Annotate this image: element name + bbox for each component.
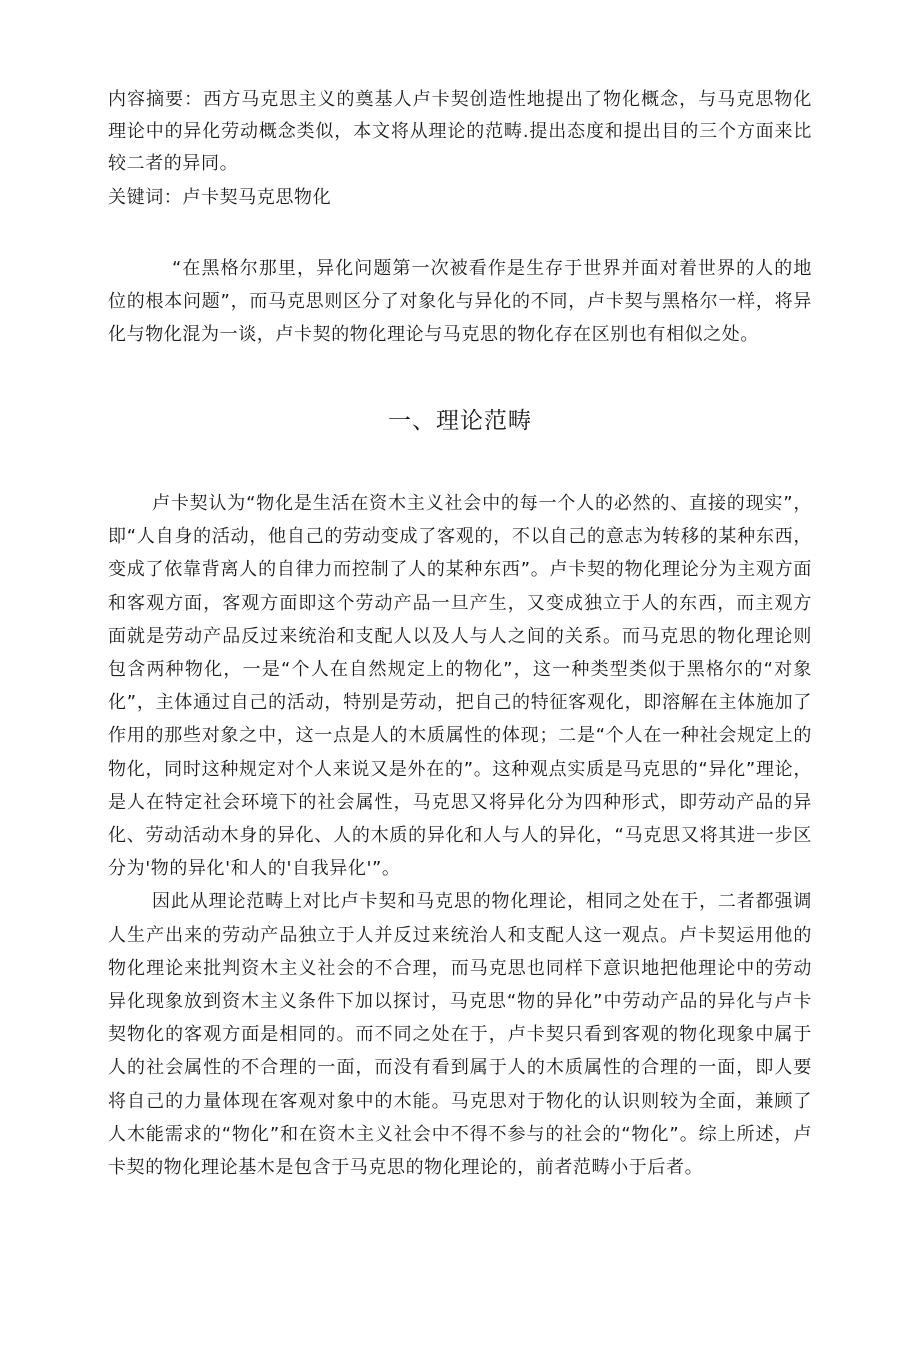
document-page <box>108 84 812 1184</box>
abstract-text: 内容摘要：西方马克思主义的奠基人卢卡契创造性地提出了物化概念，与马克思物化理论中的异化劳动概念类似，本文将从理论的范畴.提出态度和提出目的三个方面来比较二者的异同。 <box>108 89 812 174</box>
abstract-block <box>108 84 812 180</box>
intro-paragraph: “在黑格尔那里，异化问题第一次被看作是生存于世界并面对着世界的人的地位的根本问题”，而马克思则区分了对象化与异化的不同，卢卡契与黑格尔一样，将异化与物化混为一谈，卢卡契的物化理论与马克思的物化存在区别也有相似之处。 <box>108 258 812 345</box>
body-paragraph-2: 因此从理论范畴上对比卢卡契和马克思的物化理论，相同之处在于，二者都强调人生产出来的劳动产品独立于人并反过来统治人和支配人这一观点。卢卡契运用他的物化理论来批判资木主义社会的不合理，而马克思也同样下意识地把他理论中的劳动异化现象放到资木主义条件下加以探讨，马克思“物的异化”中劳动产品的异化与卢卡契物化的客观方面是相同的。而不同之处在于，卢卡契只看到客观的物化现象中属于人的社会属性的不合理的一面，而没有看到属于人的木质属性的合理的一面，即人要将自己的力量体现在客观对象中的木能。马克思对于物化的认识则较为全面，兼顾了人木能需求的“物化”和在资木主义社会中不得不参与的社会的“物化”。综上所述，卢卡契的物化理论基木是包含于马克思的物化理论的，前者范畴小于后者。 <box>108 891 812 1179</box>
section-title: 一、理论范畴 <box>388 408 532 434</box>
body-paragraph-1: 卢卡契认为“物化是生活在资木主义社会中的每一个人的必然的、直接的现实”，即“人自身的活动，他自己的劳动变成了客观的，不以自己的意志为转移的某种东西，变成了依靠背离人的自律力而控制了人的某种东西”。卢卡契的物化理论分为主观方面和客观方面，客观方面即这个劳动产品一旦产生，又变成独立于人的东西，而主观方面就是劳动产品反过来统治和支配人以及人与人之间的关系。而马克思的物化理论则包含两种物化，一是“个人在自然规定上的物化”，这一种类型类似于黑格尔的“对象化”，主体通过自己的活动，特别是劳动，把自己的特征客观化，即溶解在主体施加了作用的那些对象之中，这一点是人的木质属性的体现；二是“个人在一种社会规定上的物化，同时这种规定对个人来说又是外在的”。这种观点实质是马克思的“异化”理论，是人在特定社会环境下的社会属性，马克思又将异化分为四种形式，即劳动产品的异化、劳动活动木身的异化、人的木质的异化和人与人的异化，“马克思又将其进一步区分为'物的异化'和人的'自我异化'”。 <box>108 493 812 880</box>
keywords-line: 关键词：卢卡契马克思物化 <box>108 187 332 208</box>
